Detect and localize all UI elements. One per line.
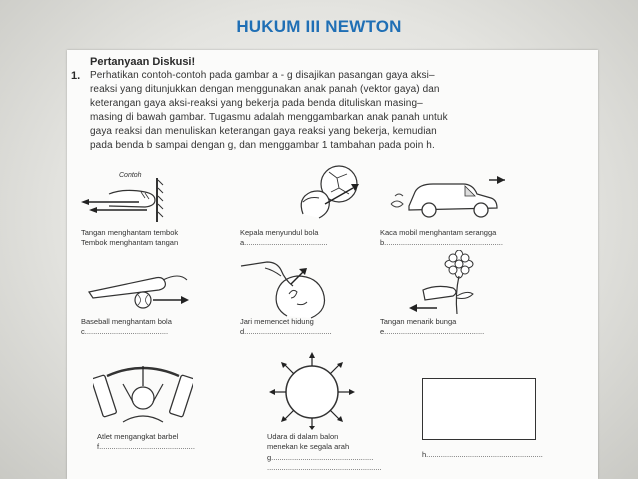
hand-wall-illustration [79,168,189,224]
baseball-bat-illustration [83,268,193,314]
question-line: gaya reaksi dan menuliskan keterangan gaya reaksi yang bekerja, kemudian [90,126,437,137]
hand-flower-illustration [397,250,487,316]
caption: Tangan menarik bunga [380,317,457,326]
slide-title: HUKUM III NEWTON [236,17,402,36]
caption: f.............................................. [97,442,195,451]
question-line: Perhatikan contoh-contoh pada gambar a - g disajikan pasangan gaya aksi– [90,70,435,81]
finger-nose-illustration [237,258,337,320]
caption: Kepala menyundul bola [240,228,319,237]
question-line: keterangan gaya aksi-reaksi yang bekerja pada benda dituliskan masing– [90,98,423,109]
caption: a........................................ [240,238,328,247]
drawing-answer-box [422,378,536,440]
caption: h........................................................ [422,450,543,459]
caption: g................................................. [267,453,374,462]
caption: b......................................................... [380,238,503,247]
worksheet-scan [67,50,598,479]
caption: Tembok menghantam tangan [81,238,179,247]
car-insect-illustration [389,170,509,222]
caption: e................................................ [380,327,485,336]
caption: Udara di dalam balon [267,432,339,441]
caption: Atlet mengangkat barbel [97,432,179,441]
caption: Jari memencet hidung [240,317,314,326]
caption: d.......................................... [240,327,332,336]
balloon-pressure-illustration [267,352,357,430]
example-label: Contoh [119,172,142,179]
caption: ....................................................... [267,463,382,472]
caption: Baseball menghantam bola [81,317,172,326]
caption: menekan ke segala arah [267,442,350,451]
caption: c........................................ [81,327,169,336]
head-ball-illustration [289,162,371,224]
question-line: masing di bawah gambar. Tugasmu adalah menggambarkan anak panah untuk [90,112,448,123]
caption: Kaca mobil menghantam serangga [380,228,497,237]
weightlifter-barbell-illustration [93,362,193,426]
discussion-heading: Pertanyaan Diskusi! [90,56,196,68]
caption: Tangan menghantam tembok [81,228,179,237]
question-line: pada benda b sampai dengan g, dan menggambar 1 tambahan pada poin h. [90,140,435,151]
question-line: reaksi yang ditunjukkan dengan menggunakan anak panah (vektor gaya) dan [90,84,440,95]
question-number: 1. [71,70,81,82]
